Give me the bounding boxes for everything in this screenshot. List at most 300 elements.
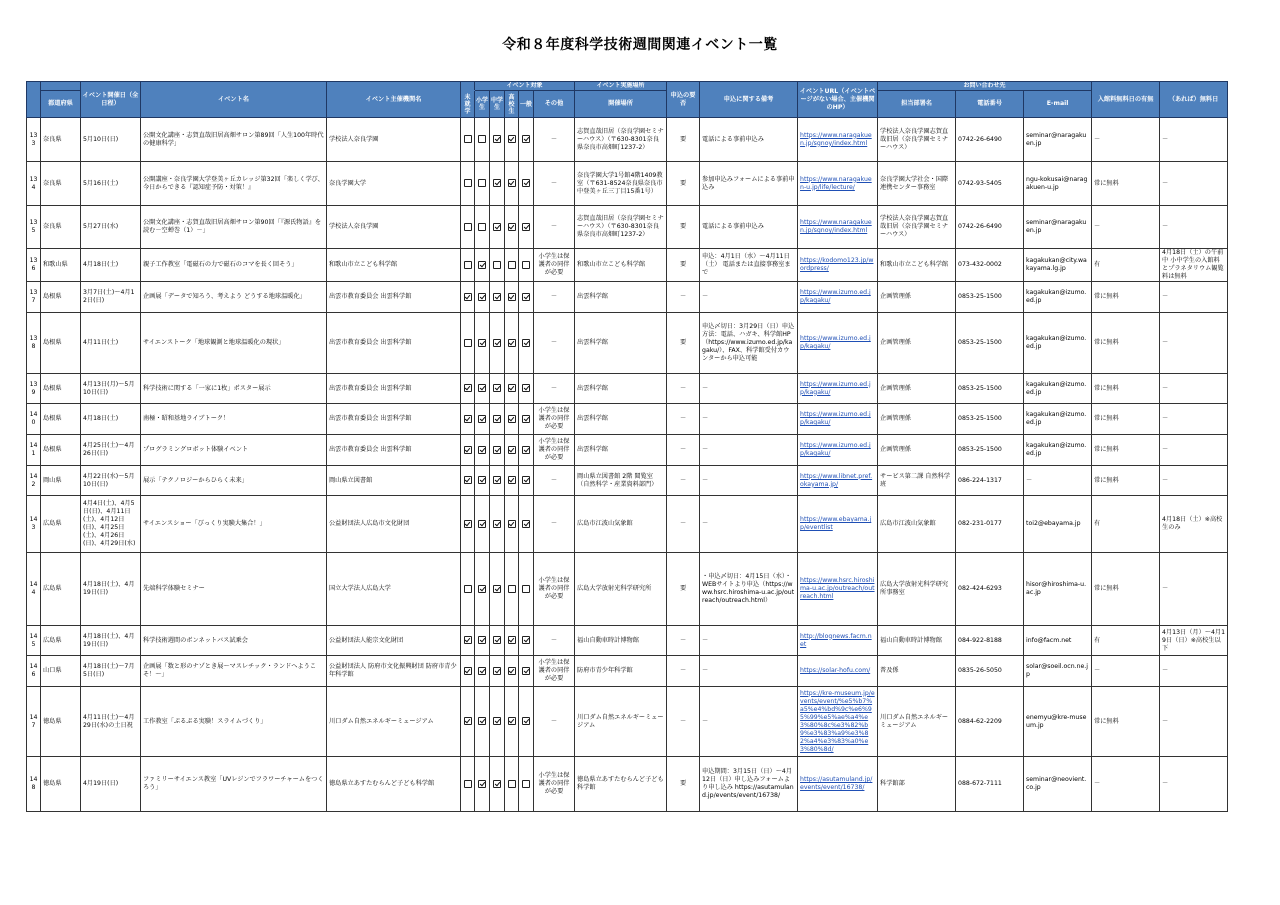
target-elementary-cell [475,162,490,206]
phone-cell: 0742-26-6490 [956,118,1024,162]
checked-checkbox-icon[interactable] [508,476,516,484]
department-cell: 企画管理係 [878,404,956,435]
department-cell: 広島市江波山気象館 [878,496,956,553]
target-general-cell [519,404,534,435]
prefecture-cell: 奈良県 [41,162,81,206]
free-admission-cell: － [1092,118,1160,162]
table-row [27,404,1228,435]
target-general-cell [519,757,534,812]
email-cell: hisor@hiroshima-u.ac.jp [1024,553,1092,626]
checked-checkbox-icon[interactable] [493,636,501,644]
free-day-cell: － [1160,656,1228,687]
event-url-link[interactable]: https://www.izumo.ed.jp/kagaku/ [800,335,871,350]
target-junior-high-cell [490,118,505,162]
checked-checkbox-icon[interactable] [522,293,530,301]
target-other-cell: － [534,313,575,374]
checked-checkbox-icon[interactable] [522,476,530,484]
target-high-school-cell [505,553,519,626]
event-url-link[interactable]: https://solar-hofu.com/ [800,667,871,674]
header-target-group: イベント対象 [475,82,575,91]
event-name-cell: 公開講座・奈良学園大学登美ヶ丘カレッジ第32回「楽しく学び、今日からできる『認知症予防・対策！』 [141,162,327,206]
event-url-cell [798,626,878,656]
target-junior-high-cell [490,757,505,812]
event-url-link[interactable]: https://www.naragakuen.jp/sgnoy/index.html [800,219,872,234]
date-cell: 4月19日(日) [81,757,141,812]
row-number: 143 [27,496,41,553]
phone-cell: 0742-93-5405 [956,162,1024,206]
checked-checkbox-icon[interactable] [522,667,530,675]
free-admission-cell: － [1092,656,1160,687]
target-other-cell: 小学生は保護者の同伴が必要 [534,404,575,435]
department-cell: 企画管理係 [878,435,956,466]
target-high-school-cell [505,118,519,162]
target-other-cell: － [534,162,575,206]
target-high-school-cell [505,466,519,496]
application-notes-cell: － [700,496,798,553]
event-url-link[interactable]: https://www.ebayama.jp/eventlist [800,516,872,531]
events-table [26,81,1228,812]
event-url-cell [798,206,878,249]
application-notes-cell: － [700,374,798,404]
checked-checkbox-icon[interactable] [478,339,486,347]
unchecked-checkbox-icon[interactable] [522,261,530,269]
email-cell: ngu-kokusai@naragakuen-u.jp [1024,162,1092,206]
target-general-cell [519,162,534,206]
unchecked-checkbox-icon[interactable] [464,223,472,231]
target-junior-high-cell [490,282,505,313]
prefecture-cell: 広島県 [41,626,81,656]
organizer-cell: 岡山県立図書館 [327,466,461,496]
organizer-cell: 奈良学園大学 [327,162,461,206]
events-table-body [27,118,1228,812]
target-other-cell: － [534,496,575,553]
checked-checkbox-icon[interactable] [493,293,501,301]
target-preschool-cell [461,626,475,656]
table-row [27,496,1228,553]
date-cell: 4月18日(土) [81,404,141,435]
venue-cell: 徳島県立あすたむらんど子ども科学館 [575,757,667,812]
unchecked-checkbox-icon[interactable] [464,135,472,143]
target-elementary-cell [475,374,490,404]
free-day-cell: － [1160,118,1228,162]
target-preschool-cell [461,553,475,626]
event-url-cell [798,374,878,404]
checked-checkbox-icon[interactable] [478,636,486,644]
checked-checkbox-icon[interactable] [522,415,530,423]
event-url-link[interactable]: https://www.libnet.pref.okayama.jp/ [800,472,873,488]
venue-cell: 出雲科学館 [575,374,667,404]
checked-checkbox-icon[interactable] [493,717,501,725]
phone-cell: 0853-25-1500 [956,374,1024,404]
checked-checkbox-icon[interactable] [478,780,486,788]
checked-checkbox-icon[interactable] [493,135,501,143]
event-name-cell: 先端科学体験セミナー [141,553,327,626]
target-other-cell: 小学生は保護者の同伴が必要 [534,249,575,282]
row-number: 136 [27,249,41,282]
checked-checkbox-icon[interactable] [493,520,501,528]
checked-checkbox-icon[interactable] [478,415,486,423]
date-cell: 4月18日(土)、4月19日(日) [81,626,141,656]
unchecked-checkbox-icon[interactable] [522,585,530,593]
checked-checkbox-icon[interactable] [508,520,516,528]
email-cell: seminar@naragakuen.jp [1024,206,1092,249]
target-high-school-cell [505,757,519,812]
event-url-link[interactable]: https://www.izumo.ed.jp/kagaku/ [800,380,871,396]
row-number: 148 [27,757,41,812]
event-name-cell: 展示「テクノロジーからひらく未来」 [141,466,327,496]
target-general-cell [519,656,534,687]
checked-checkbox-icon[interactable] [522,636,530,644]
header-spacer [41,82,81,91]
target-other-cell: － [534,118,575,162]
date-cell: 4月18日(土) [81,249,141,282]
date-cell: 4月18日(土)～7月5日(日) [81,656,141,687]
header-free-admission: 入館料無料日の有無 [1092,82,1160,118]
department-cell: 企画管理係 [878,282,956,313]
checked-checkbox-icon[interactable] [522,223,530,231]
organizer-cell: 公益財団法人広島市文化財団 [327,496,461,553]
free-admission-cell: 常に無料 [1092,313,1160,374]
department-cell: 企画管理係 [878,313,956,374]
phone-cell: 088-672-7111 [956,757,1024,812]
target-other-cell: － [534,687,575,757]
checked-checkbox-icon[interactable] [508,135,516,143]
unchecked-checkbox-icon[interactable] [522,780,530,788]
application-notes-cell: 電話による事前申込み [700,118,798,162]
application-notes-cell: － [700,466,798,496]
date-cell: 5月10日(日) [81,118,141,162]
free-day-cell: － [1160,757,1228,812]
event-url-link[interactable]: https://www.naragakuen.jp/sgnoy/index.html [800,131,872,147]
checked-checkbox-icon[interactable] [464,636,472,644]
checked-checkbox-icon[interactable] [522,520,530,528]
date-cell: 3月7日(土)～4月12日(日) [81,282,141,313]
header-target-general: 一般 [519,91,534,118]
header-event-url: イベントURL（イベントページがない場合、主催機関のHP） [798,82,878,118]
checked-checkbox-icon[interactable] [493,339,501,347]
checked-checkbox-icon[interactable] [508,339,516,347]
checked-checkbox-icon[interactable] [478,261,486,269]
target-general-cell [519,313,534,374]
free-day-cell: 4月18日（土）の午前中 小中学生の入館料とプラネタリウム観覧料は無料 [1160,249,1228,282]
department-cell: 学校法人奈良学園志賀直哉旧居（奈良学園セミナーハウス） [878,118,956,162]
checked-checkbox-icon[interactable] [464,717,472,725]
unchecked-checkbox-icon[interactable] [478,135,486,143]
checked-checkbox-icon[interactable] [508,293,516,301]
unchecked-checkbox-icon[interactable] [464,585,472,593]
table-row [27,656,1228,687]
target-junior-high-cell [490,313,505,374]
event-url-link[interactable]: https://www.izumo.ed.jp/kagaku/ [800,442,871,457]
target-preschool-cell [461,687,475,757]
header-department: 担当部署名 [878,91,956,118]
unchecked-checkbox-icon[interactable] [464,179,472,187]
unchecked-checkbox-icon[interactable] [464,261,472,269]
phone-cell: 0853-25-1500 [956,435,1024,466]
target-other-cell: － [534,466,575,496]
free-day-cell: － [1160,466,1228,496]
event-url-link[interactable]: https://www.izumo.ed.jp/kagaku/ [800,289,871,304]
checked-checkbox-icon[interactable] [464,446,472,454]
unchecked-checkbox-icon[interactable] [464,339,472,347]
event-url-link[interactable]: http://blognews.facm.net [800,632,872,648]
date-cell: 4月11日(土) [81,313,141,374]
free-admission-cell: 常に無料 [1092,162,1160,206]
event-name-cell: 南極・昭和基地ライブトーク！ [141,404,327,435]
header-spacer-2 [461,82,475,91]
phone-cell: 0884-62-2209 [956,687,1024,757]
free-admission-cell: 常に無料 [1092,374,1160,404]
checked-checkbox-icon[interactable] [522,339,530,347]
organizer-cell: 出雲市教育委員会 出雲科学館 [327,374,461,404]
target-junior-high-cell [490,206,505,249]
application-required-cell: － [667,374,700,404]
organizer-cell: 公益財団法人 防府市文化振興財団 防府市青少年科学館 [327,656,461,687]
application-notes-cell: － [700,687,798,757]
target-general-cell [519,282,534,313]
checked-checkbox-icon[interactable] [522,179,530,187]
email-cell: toi2@ebayama.jp [1024,496,1092,553]
checked-checkbox-icon[interactable] [493,780,501,788]
organizer-cell: 学校法人奈良学園 [327,118,461,162]
table-row [27,249,1228,282]
row-number: 144 [27,553,41,626]
target-elementary-cell [475,687,490,757]
venue-cell: 志賀直哉旧居（奈良学園セミナーハウス）（〒630-8301奈良県奈良市高畑町1237-2） [575,118,667,162]
date-cell: 4月18日(土)、4月19日(日) [81,553,141,626]
target-high-school-cell [505,626,519,656]
checked-checkbox-icon[interactable] [508,667,516,675]
target-high-school-cell [505,496,519,553]
checked-checkbox-icon[interactable] [522,446,530,454]
target-general-cell [519,435,534,466]
target-other-cell: － [534,282,575,313]
row-number: 138 [27,313,41,374]
checked-checkbox-icon[interactable] [478,384,486,392]
event-url-cell [798,282,878,313]
free-admission-cell: 常に無料 [1092,466,1160,496]
event-name-cell: 科学技術週間のボンネットバス試乗会 [141,626,327,656]
checked-checkbox-icon[interactable] [464,384,472,392]
row-number: 145 [27,626,41,656]
event-url-link[interactable]: https://www.naragakuen-u.jp/life/lecture/ [800,175,872,191]
event-url-cell [798,553,878,626]
phone-cell: 0835-26-5050 [956,656,1024,687]
organizer-cell: 出雲市教育委員会 出雲科学館 [327,313,461,374]
table-row [27,466,1228,496]
checked-checkbox-icon[interactable] [464,415,472,423]
checked-checkbox-icon[interactable] [478,667,486,675]
application-required-cell: － [667,626,700,656]
target-elementary-cell [475,249,490,282]
date-cell: 4月11日(土)～4月29日(水)の土日祝 [81,687,141,757]
checked-checkbox-icon[interactable] [464,520,472,528]
free-day-cell: － [1160,553,1228,626]
application-notes-cell: 申込：4月1日（水）～4月11日（土） 電話または直接事務室まで [700,249,798,282]
checked-checkbox-icon[interactable] [464,293,472,301]
target-junior-high-cell [490,553,505,626]
event-url-link[interactable]: https://kre-museum.jp/events/event/%e5%b7%a5%e4%bd%9c%e6%95%99%e5%ae%a4%e3%80%8c%e3%82%b9%e3%83%a9%e3%82%a4%e3%83%a0%e3%80%8d/ [800,689,875,753]
phone-cell: 084-922-8188 [956,626,1024,656]
unchecked-checkbox-icon[interactable] [508,780,516,788]
event-url-link[interactable]: https://asutamuland.jp/events/event/16738/ [800,776,873,791]
target-other-cell: 小学生は保護者の同伴が必要 [534,757,575,812]
target-high-school-cell [505,656,519,687]
target-general-cell [519,206,534,249]
header-prefecture: 都道府県 [41,91,81,118]
prefecture-cell: 奈良県 [41,118,81,162]
venue-cell: 出雲科学館 [575,282,667,313]
application-notes-cell: 申込〆切日：3月29日（日）申込方法：電話、ハガキ、科学館HP（https://www.izumo.ed.jp/kagaku/）、FAX、科学館受付カウンターから申込可能 [700,313,798,374]
event-url-cell [798,162,878,206]
checked-checkbox-icon[interactable] [508,415,516,423]
free-admission-cell: 有 [1092,626,1160,656]
checked-checkbox-icon[interactable] [478,476,486,484]
target-junior-high-cell [490,435,505,466]
header-venue-group: イベント実施場所 [575,82,667,91]
email-cell: kagakukan@city.wakayama.lg.jp [1024,249,1092,282]
unchecked-checkbox-icon[interactable] [508,261,516,269]
free-admission-cell: 有 [1092,249,1160,282]
free-day-cell: 4月13日（月）～4月19日（日）※高校生以下 [1160,626,1228,656]
event-url-link[interactable]: https://www.hsrc.hiroshima-u.ac.jp/outreach/outreach.html [800,577,875,600]
checked-checkbox-icon[interactable] [478,520,486,528]
event-name-cell: 科学技術に関する「一家に1枚」ポスター展示 [141,374,327,404]
header-date: イベント開催日（全日程） [81,82,141,118]
checked-checkbox-icon[interactable] [493,223,501,231]
email-cell: kagakukan@izumo.ed.jp [1024,313,1092,374]
target-elementary-cell [475,206,490,249]
event-name-cell: 企画展「数と形のナゾとき展～マスレチック・ランドへようこそ！～」 [141,656,327,687]
venue-cell: 出雲科学館 [575,435,667,466]
checked-checkbox-icon[interactable] [508,384,516,392]
event-url-link[interactable]: https://www.izumo.ed.jp/kagaku/ [800,411,871,426]
free-day-cell: 4月18日（土）※高校生のみ [1160,496,1228,553]
prefecture-cell: 島根県 [41,435,81,466]
checked-checkbox-icon[interactable] [478,585,486,593]
target-general-cell [519,496,534,553]
free-admission-cell: 常に無料 [1092,435,1160,466]
target-preschool-cell [461,118,475,162]
checked-checkbox-icon[interactable] [508,223,516,231]
target-elementary-cell [475,553,490,626]
checked-checkbox-icon[interactable] [493,179,501,187]
target-high-school-cell [505,282,519,313]
table-row [27,206,1228,249]
checked-checkbox-icon[interactable] [508,717,516,725]
target-other-cell: － [534,374,575,404]
target-high-school-cell [505,687,519,757]
target-high-school-cell [505,206,519,249]
event-url-link[interactable]: https://kodomo123.jp/wordpress/ [800,257,874,272]
checked-checkbox-icon[interactable] [493,585,501,593]
event-name-cell: 公開文化講座・志賀直哉旧居高畑サロン第90回「『源氏物語』を読む－空蝉巻（1）－」 [141,206,327,249]
checked-checkbox-icon[interactable] [478,717,486,725]
venue-cell: 志賀直哉旧居（奈良学園セミナーハウス）（〒630-8301奈良県奈良市高畑町1237-2） [575,206,667,249]
unchecked-checkbox-icon[interactable] [478,179,486,187]
header-target-junior-high: 中学生 [490,91,505,118]
target-other-cell: 小学生は保護者の同伴が必要 [534,553,575,626]
checked-checkbox-icon[interactable] [522,135,530,143]
department-cell: 学校法人奈良学園志賀直哉旧居（奈良学園セミナーハウス） [878,206,956,249]
table-row [27,374,1228,404]
target-preschool-cell [461,466,475,496]
target-preschool-cell [461,496,475,553]
checked-checkbox-icon[interactable] [493,415,501,423]
venue-cell: 出雲科学館 [575,313,667,374]
header-venue: 開催場所 [575,91,667,118]
page-title: 令和８年度科学技術週間関連イベント一覧 [502,37,778,53]
application-notes-cell: － [700,404,798,435]
email-cell: － [1024,466,1092,496]
target-junior-high-cell [490,687,505,757]
free-admission-cell: 有 [1092,496,1160,553]
organizer-cell: 出雲市教育委員会 出雲科学館 [327,282,461,313]
table-row [27,313,1228,374]
application-required-cell: 要 [667,553,700,626]
target-elementary-cell [475,496,490,553]
event-name-cell: サイエンスショー「びっくり実験大集合！」 [141,496,327,553]
checked-checkbox-icon[interactable] [478,446,486,454]
free-day-cell: － [1160,687,1228,757]
unchecked-checkbox-icon[interactable] [478,223,486,231]
target-preschool-cell [461,206,475,249]
checked-checkbox-icon[interactable] [522,717,530,725]
header-phone: 電話番号 [956,91,1024,118]
application-required-cell: 要 [667,206,700,249]
checked-checkbox-icon[interactable] [508,446,516,454]
checked-checkbox-icon[interactable] [493,667,501,675]
email-cell: info@facm.net [1024,626,1092,656]
header-application-notes: 申込に関する備考 [700,82,798,118]
phone-cell: 0853-25-1500 [956,404,1024,435]
checked-checkbox-icon[interactable] [493,476,501,484]
event-url-cell [798,118,878,162]
unchecked-checkbox-icon[interactable] [464,780,472,788]
checked-checkbox-icon[interactable] [478,293,486,301]
checked-checkbox-icon[interactable] [508,179,516,187]
checked-checkbox-icon[interactable] [493,384,501,392]
phone-cell: 082-231-0177 [956,496,1024,553]
application-notes-cell: － [700,656,798,687]
checked-checkbox-icon[interactable] [522,384,530,392]
unchecked-checkbox-icon[interactable] [508,585,516,593]
checked-checkbox-icon[interactable] [464,476,472,484]
checked-checkbox-icon[interactable] [464,667,472,675]
target-elementary-cell [475,118,490,162]
application-notes-cell: 参加申込みフォームによる事前申込み [700,162,798,206]
application-required-cell: 要 [667,162,700,206]
target-high-school-cell [505,435,519,466]
unchecked-checkbox-icon[interactable] [493,261,501,269]
phone-cell: 0853-25-1500 [956,313,1024,374]
target-general-cell [519,553,534,626]
target-preschool-cell [461,313,475,374]
event-name-cell: 親子工作教室「電磁石の力で磁石のコマを長く回そう」 [141,249,327,282]
free-admission-cell: 常に無料 [1092,553,1160,626]
application-required-cell: － [667,404,700,435]
target-high-school-cell [505,313,519,374]
event-name-cell: 工作教室「ぷるぷる実験！スライムづくり」 [141,687,327,757]
organizer-cell: 出雲市教育委員会 出雲科学館 [327,404,461,435]
target-preschool-cell [461,374,475,404]
application-notes-cell: － [700,282,798,313]
checked-checkbox-icon[interactable] [508,636,516,644]
target-preschool-cell [461,757,475,812]
row-number: 139 [27,374,41,404]
checked-checkbox-icon[interactable] [493,446,501,454]
venue-cell: 岡山県立図書館 2階 閲覧室（自然科学・産業資料部門） [575,466,667,496]
